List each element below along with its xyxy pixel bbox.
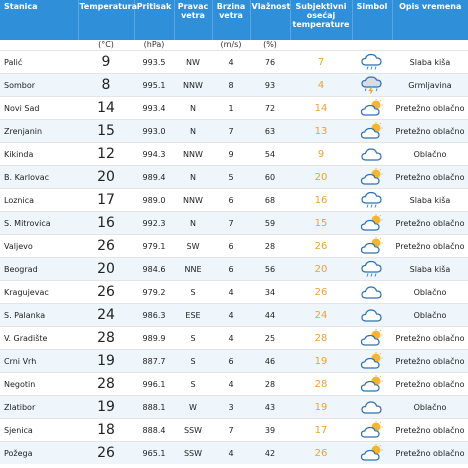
header-station: Stanica [0, 0, 78, 40]
humidity-value: 28 [250, 373, 290, 396]
humidity-value: 43 [250, 396, 290, 419]
pressure-value: 989.0 [134, 189, 174, 212]
wind-speed-value: 6 [212, 350, 250, 373]
wind-direction-value: NNE [174, 258, 212, 281]
feels-like-value: 7 [290, 51, 352, 74]
weather-description: Pretežno oblačno [392, 212, 468, 235]
pressure-value: 888.1 [134, 396, 174, 419]
weather-description: Oblačno [392, 396, 468, 419]
temperature-value: 19 [78, 350, 134, 373]
humidity-value: 39 [250, 419, 290, 442]
table-row [0, 396, 468, 419]
unit-empty [290, 40, 352, 51]
header-wind-speed: Brzina vetra [212, 0, 250, 40]
weather-description: Slaba kiša [392, 51, 468, 74]
station-name: Zlatibor [0, 396, 78, 419]
temperature-value: 16 [78, 212, 134, 235]
cloud-rain-icon [352, 51, 392, 74]
table-row [0, 189, 468, 212]
temperature-value: 15 [78, 120, 134, 143]
station-name: Zrenjanin [0, 120, 78, 143]
wind-speed-value: 4 [212, 281, 250, 304]
temperature-value: 9 [78, 51, 134, 74]
wind-speed-value: 4 [212, 373, 250, 396]
pressure-value: 993.5 [134, 51, 174, 74]
station-name: V. Gradište [0, 327, 78, 350]
table-row [0, 327, 468, 350]
wind-speed-value: 4 [212, 304, 250, 327]
weather-description: Slaba kiša [392, 189, 468, 212]
cloud-icon [352, 396, 392, 419]
station-name: Novi Sad [0, 97, 78, 120]
wind-speed-value: 7 [212, 212, 250, 235]
feels-like-value: 24 [290, 304, 352, 327]
wind-direction-value: NNW [174, 143, 212, 166]
feels-like-value: 20 [290, 166, 352, 189]
wind-speed-value: 6 [212, 258, 250, 281]
pressure-value: 989.9 [134, 327, 174, 350]
table-row [0, 120, 468, 143]
unit-empty [392, 40, 468, 51]
feels-like-value: 26 [290, 442, 352, 465]
pressure-value: 986.3 [134, 304, 174, 327]
table-row [0, 419, 468, 442]
weather-description: Oblačno [392, 143, 468, 166]
temperature-value: 18 [78, 419, 134, 442]
table-row [0, 97, 468, 120]
temperature-value: 24 [78, 304, 134, 327]
humidity-value: 54 [250, 143, 290, 166]
pressure-value: 993.4 [134, 97, 174, 120]
weather-description: Pretežno oblačno [392, 235, 468, 258]
unit-humidity: (%) [250, 40, 290, 51]
wind-direction-value: S [174, 373, 212, 396]
partly-cloudy-icon [352, 97, 392, 120]
wind-direction-value: SW [174, 235, 212, 258]
wind-direction-value: S [174, 350, 212, 373]
table-row [0, 51, 468, 74]
pressure-value: 996.1 [134, 373, 174, 396]
feels-like-value: 15 [290, 212, 352, 235]
unit-wind-speed: (m/s) [212, 40, 250, 51]
wind-speed-value: 6 [212, 235, 250, 258]
feels-like-value: 13 [290, 120, 352, 143]
header-temperature: Temperatura [78, 0, 134, 40]
weather-description: Pretežno oblačno [392, 97, 468, 120]
pressure-value: 993.0 [134, 120, 174, 143]
wind-direction-value: S [174, 327, 212, 350]
partly-cloudy-icon [352, 120, 392, 143]
wind-speed-value: 3 [212, 396, 250, 419]
table-row [0, 212, 468, 235]
cloud-icon [352, 304, 392, 327]
unit-empty [174, 40, 212, 51]
feels-like-value: 19 [290, 350, 352, 373]
feels-like-value: 26 [290, 281, 352, 304]
pressure-value: 965.1 [134, 442, 174, 465]
feels-like-value: 9 [290, 143, 352, 166]
table-row [0, 350, 468, 373]
station-name: Kragujevac [0, 281, 78, 304]
wind-speed-value: 1 [212, 97, 250, 120]
wind-direction-value: N [174, 120, 212, 143]
table-row [0, 143, 468, 166]
humidity-value: 56 [250, 258, 290, 281]
weather-description: Oblačno [392, 281, 468, 304]
table-row [0, 235, 468, 258]
feels-like-value: 28 [290, 373, 352, 396]
feels-like-value: 28 [290, 327, 352, 350]
cloud-rain-icon [352, 189, 392, 212]
table-row [0, 442, 468, 465]
weather-description: Slaba kiša [392, 258, 468, 281]
humidity-value: 76 [250, 51, 290, 74]
units-row [0, 40, 468, 51]
temperature-value: 17 [78, 189, 134, 212]
wind-speed-value: 7 [212, 120, 250, 143]
temperature-value: 14 [78, 97, 134, 120]
wind-speed-value: 5 [212, 166, 250, 189]
partly-cloudy-icon [352, 442, 392, 465]
thunderstorm-icon [352, 74, 392, 97]
station-name: Crni Vrh [0, 350, 78, 373]
weather-description: Pretežno oblačno [392, 350, 468, 373]
wind-direction-value: NNW [174, 74, 212, 97]
pressure-value: 984.6 [134, 258, 174, 281]
table-row [0, 166, 468, 189]
pressure-value: 995.1 [134, 74, 174, 97]
wind-speed-value: 7 [212, 419, 250, 442]
humidity-value: 44 [250, 304, 290, 327]
humidity-value: 63 [250, 120, 290, 143]
partly-cloudy-icon [352, 327, 392, 350]
header-symbol: Simbol [352, 0, 392, 40]
cloud-icon [352, 143, 392, 166]
humidity-value: 34 [250, 281, 290, 304]
station-name: B. Karlovac [0, 166, 78, 189]
pressure-value: 992.3 [134, 212, 174, 235]
table-row [0, 74, 468, 97]
wind-speed-value: 6 [212, 189, 250, 212]
humidity-value: 93 [250, 74, 290, 97]
table-row [0, 304, 468, 327]
wind-direction-value: W [174, 396, 212, 419]
station-name: Palić [0, 51, 78, 74]
weather-description: Grmljavina [392, 74, 468, 97]
header-pressure: Pritisak [134, 0, 174, 40]
wind-direction-value: SSW [174, 419, 212, 442]
humidity-value: 68 [250, 189, 290, 212]
weather-description: Pretežno oblačno [392, 373, 468, 396]
pressure-value: 979.1 [134, 235, 174, 258]
station-name: Kikinda [0, 143, 78, 166]
feels-like-value: 4 [290, 74, 352, 97]
temperature-value: 20 [78, 258, 134, 281]
humidity-value: 60 [250, 166, 290, 189]
humidity-value: 72 [250, 97, 290, 120]
station-name: Negotin [0, 373, 78, 396]
wind-speed-value: 9 [212, 143, 250, 166]
feels-like-value: 16 [290, 189, 352, 212]
temperature-value: 12 [78, 143, 134, 166]
header-feels-like: Subjektivni osećaj temperature [290, 0, 352, 40]
wind-direction-value: SSW [174, 442, 212, 465]
header-row [0, 0, 468, 40]
header-humidity: Vlažnost [250, 0, 290, 40]
table-row [0, 258, 468, 281]
humidity-value: 59 [250, 212, 290, 235]
pressure-value: 887.7 [134, 350, 174, 373]
humidity-value: 25 [250, 327, 290, 350]
station-name: Sjenica [0, 419, 78, 442]
wind-speed-value: 4 [212, 51, 250, 74]
unit-pressure: (hPa) [134, 40, 174, 51]
wind-direction-value: S [174, 281, 212, 304]
pressure-value: 994.3 [134, 143, 174, 166]
pressure-value: 888.4 [134, 419, 174, 442]
feels-like-value: 26 [290, 235, 352, 258]
header-description: Opis vremena [392, 0, 468, 40]
humidity-value: 46 [250, 350, 290, 373]
wind-speed-value: 8 [212, 74, 250, 97]
wind-direction-value: N [174, 166, 212, 189]
weather-description: Pretežno oblačno [392, 120, 468, 143]
station-name: Loznica [0, 189, 78, 212]
header-wind-direction: Pravac vetra [174, 0, 212, 40]
wind-direction-value: ESE [174, 304, 212, 327]
station-name: Valjevo [0, 235, 78, 258]
weather-description: Oblačno [392, 304, 468, 327]
feels-like-value: 14 [290, 97, 352, 120]
unit-empty [352, 40, 392, 51]
unit-empty [0, 40, 78, 51]
pressure-value: 979.2 [134, 281, 174, 304]
table-row [0, 281, 468, 304]
partly-cloudy-icon [352, 235, 392, 258]
station-name: Požega [0, 442, 78, 465]
temperature-value: 19 [78, 396, 134, 419]
wind-direction-value: N [174, 212, 212, 235]
humidity-value: 28 [250, 235, 290, 258]
feels-like-value: 17 [290, 419, 352, 442]
pressure-value: 989.4 [134, 166, 174, 189]
temperature-value: 26 [78, 442, 134, 465]
partly-cloudy-icon [352, 350, 392, 373]
weather-description: Pretežno oblačno [392, 327, 468, 350]
wind-direction-value: NNW [174, 189, 212, 212]
weather-description: Pretežno oblačno [392, 442, 468, 465]
humidity-value: 42 [250, 442, 290, 465]
feels-like-value: 20 [290, 258, 352, 281]
wind-direction-value: NW [174, 51, 212, 74]
temperature-value: 28 [78, 327, 134, 350]
temperature-value: 28 [78, 373, 134, 396]
partly-cloudy-icon [352, 166, 392, 189]
wind-speed-value: 4 [212, 442, 250, 465]
feels-like-value: 19 [290, 396, 352, 419]
partly-cloudy-icon [352, 419, 392, 442]
weather-description: Pretežno oblačno [392, 419, 468, 442]
temperature-value: 26 [78, 235, 134, 258]
temperature-value: 26 [78, 281, 134, 304]
weather-description: Pretežno oblačno [392, 166, 468, 189]
unit-temperature: (°C) [78, 40, 134, 51]
cloud-rain-icon [352, 258, 392, 281]
station-name: Sombor [0, 74, 78, 97]
wind-speed-value: 4 [212, 327, 250, 350]
station-name: S. Mitrovica [0, 212, 78, 235]
wind-direction-value: N [174, 97, 212, 120]
temperature-value: 8 [78, 74, 134, 97]
table-row [0, 373, 468, 396]
station-name: S. Palanka [0, 304, 78, 327]
partly-cloudy-icon [352, 373, 392, 396]
temperature-value: 20 [78, 166, 134, 189]
cloud-icon [352, 281, 392, 304]
partly-cloudy-icon [352, 212, 392, 235]
station-name: Beograd [0, 258, 78, 281]
